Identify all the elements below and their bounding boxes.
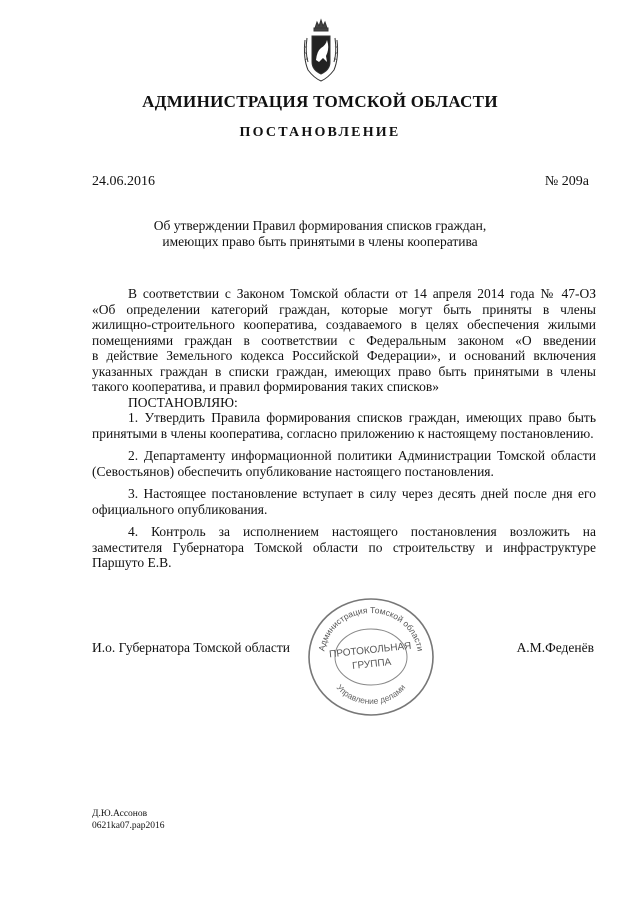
- signatory-position: И.о. Губернатора Томской области: [92, 640, 290, 655]
- stamp-center-line: ГРУППА: [351, 656, 392, 672]
- document-body: [92, 286, 596, 571]
- subject-line: имеющих право быть принятыми в члены кооператива: [162, 234, 478, 249]
- document-subject: [0, 218, 640, 250]
- decree-word: ПОСТАНОВЛЯЮ:: [128, 394, 238, 410]
- preamble-line: В соответствии с Законом Томской области от 14 апреля 2014 года № 47-ОЗ: [128, 286, 596, 301]
- document-type: ПОСТАНОВЛЕНИЕ: [239, 125, 401, 140]
- stamp-ring-bottom: Управление делами: [334, 682, 408, 707]
- clause-3: 3. Настоящее постановление вступает в силу через десять дней после дня его официального опубликования.: [92, 486, 596, 517]
- official-stamp: [304, 594, 438, 720]
- preamble: [92, 286, 596, 395]
- clause-2: 2. Департаменту информационной политики Администрации Томской области (Севостьянов) обеспечить опубликование настоящего постановления.: [92, 448, 596, 479]
- preamble-line: указанных граждан в списки граждан, имеющих право быть принятыми в члены: [92, 363, 596, 379]
- stamp-ring-top: Администрация Томской области: [316, 604, 426, 652]
- subject-line: Об утверждении Правил формирования списков граждан,: [153, 218, 487, 233]
- document-number: № 209а: [544, 174, 589, 189]
- stamp-center-line: ПРОТОКОЛЬНАЯ: [328, 640, 412, 661]
- preamble-line: «Об определении категорий граждан, которые могут быть приняты в члены: [92, 301, 596, 317]
- preamble-line: в действие Земельного кодекса Российской Федерации», и оснований включения: [92, 348, 596, 363]
- signatory-name: А.М.Феденёв: [516, 640, 594, 655]
- preamble-line: жилищно-строительного кооператива, создаваемого в целях обеспечения жилыми: [92, 317, 596, 332]
- clause-1: 1. Утвердить Правила формирования списков граждан, имеющих право быть принятыми в члены кооператива, согласно приложению к настоящему постановлению.: [92, 410, 596, 441]
- file-reference: 0621ka07.pap2016: [92, 821, 165, 831]
- author-initials: Д.Ю.Ассонов: [92, 809, 148, 819]
- document-date: 24.06.2016: [92, 174, 155, 189]
- document-footer: [92, 808, 165, 832]
- preamble-line: помещениями граждан в соответствии с Федеральным законом «О введении: [92, 332, 596, 348]
- organization-title: АДМИНИСТРАЦИЯ ТОМСКОЙ ОБЛАСТИ: [142, 92, 498, 111]
- coat-of-arms-icon: [302, 18, 340, 86]
- clause-4: 4. Контроль за исполнением настоящего постановления возложить на заместителя Губернатора Томской области по строительству и инфраструктуре Паршуто Е.В.: [92, 524, 596, 570]
- preamble-line: такого кооператива, и правил формирования таких списков»: [92, 379, 440, 394]
